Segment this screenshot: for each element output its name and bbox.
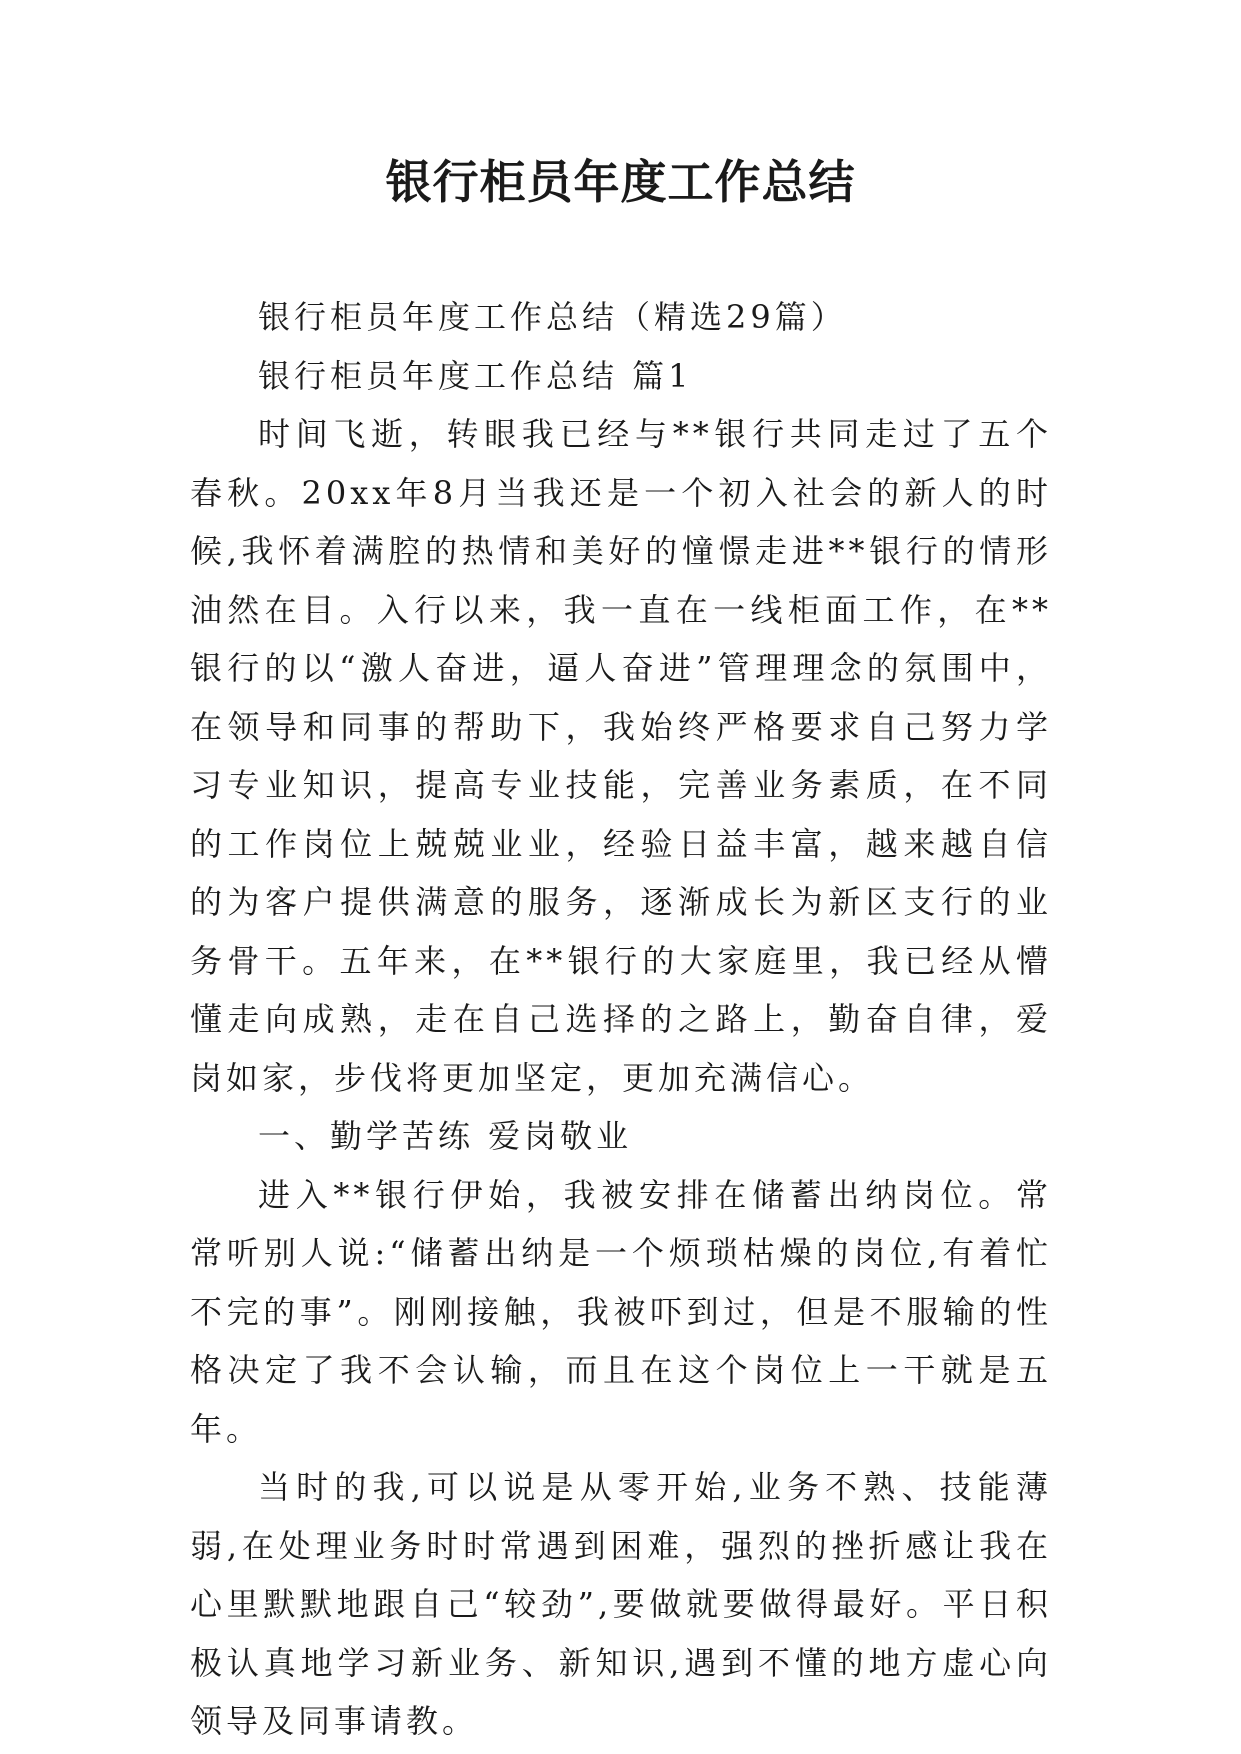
document-body — [190, 288, 1052, 1751]
section-heading-part-1: 银行柜员年度工作总结 篇1 — [258, 356, 693, 395]
body-paragraph: 当时的我,可以说是从零开始,业务不熟、技能薄弱,在处理业务时时常遇到困难，强烈的挫折感让我在心里默默地跟自己“较劲”,要做就要做得最好。平日积极认真地学习新业务、新知识,遇到不懂的地方虚心向领导及同事请教。 — [190, 1468, 1052, 1740]
body-paragraph: 进入**银行伊始，我被安排在储蓄出纳岗位。常常听别人说:“储蓄出纳是一个烦琐枯燥的岗位,有着忙不完的事”。刚刚接触，我被吓到过，但是不服输的性格决定了我不会认输，而且在这个岗位上一干就是五年。 — [190, 1175, 1052, 1448]
subtitle-paragraph: 银行柜员年度工作总结（精选29篇） — [258, 298, 847, 336]
section-heading: 一、勤学苦练 爱岗敬业 — [258, 1117, 633, 1155]
document-title: 银行柜员年度工作总结 — [385, 155, 856, 209]
body-paragraph: 时间飞逝，转眼我已经与**银行共同走过了五个春秋。20xx年8月当我还是一个初入社会的新人的时候,我怀着满腔的热情和美好的憧憬走进**银行的情形油然在目。入行以来，我一直在一线柜面工作，在**银行的以“激人奋进，逼人奋进”管理理念的氛围中，在领导和同事的帮助下，我始终严格要求自己努力学习专业知识，提高专业技能，完善业务素质，在不同的工作岗位上兢兢业业，经验日益丰富，越来越自信的为客户提供满意的服务，逐渐成长为新区支行的业务骨干。五年来，在**银行的大家庭里，我已经从懵懂走向成熟，走在自己选择的之路上，勤奋自律，爱岗如家，步伐将更加坚定，更加充满信心。 — [190, 415, 1052, 1097]
